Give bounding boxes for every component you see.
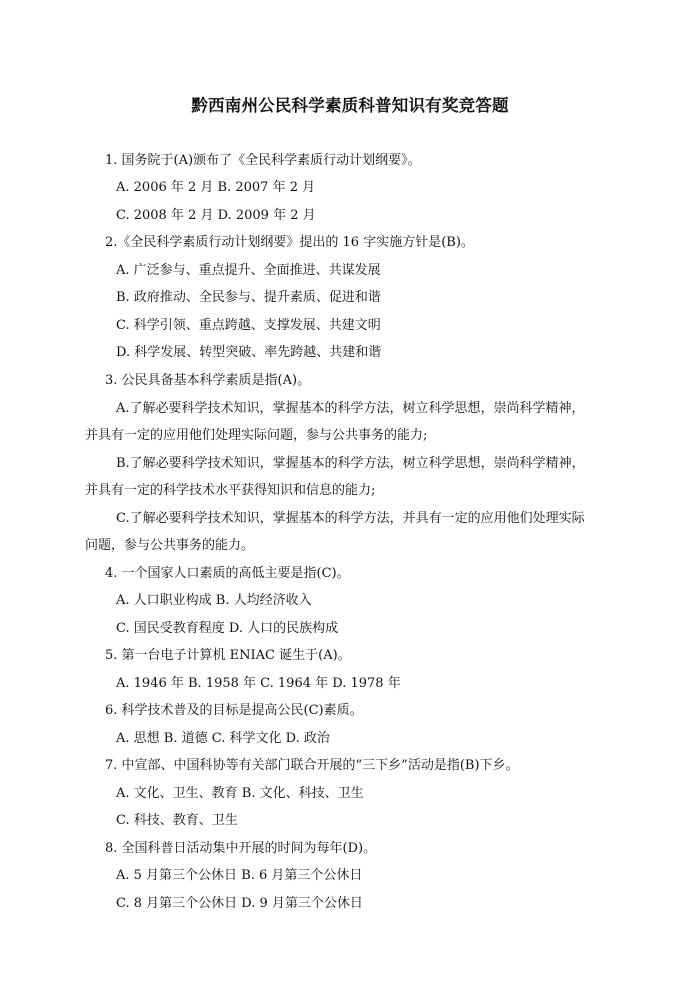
answer-paragraph-first-line: B.了解必要科学技术知识，掌握基本的科学方法，树立科学思想，崇尚科学精神， [116, 456, 585, 471]
answer-paragraph-continuation: 并具有一定的应用他们处理实际问题，参与公共事务的能力; [85, 428, 428, 443]
question-stem: 5. 第一台电子计算机 ENIAC 诞生于(A)。 [105, 648, 351, 663]
answer-option: C. 科学引领、重点跨越、支撑发展、共建文明 [116, 318, 381, 333]
page-title: 黔西南州公民科学素质科普知识有奖竞答题 [191, 96, 509, 115]
answer-options: A. 文化、卫生、教育 B. 文化、科技、卫生 [116, 786, 364, 801]
answer-options: A. 1946 年 B. 1958 年 C. 1964 年 D. 1978 年 [116, 676, 401, 691]
answer-options: A. 2006 年 2 月 B. 2007 年 2 月 [116, 180, 316, 195]
answer-options: A. 人口职业构成 B. 人均经济收入 [116, 593, 312, 608]
answer-paragraph-first-line: C.了解必要科学技术知识，掌握基本的科学方法，并具有一定的应用他们处理实际 [116, 511, 585, 526]
answer-paragraph-first-line: A.了解必要科学技术知识，掌握基本的科学方法，树立科学思想，崇尚科学精神， [116, 401, 585, 416]
answer-options: C. 8 月第三个公休日 D. 9 月第三个公休日 [116, 896, 363, 911]
question-stem: 6. 科学技术普及的目标是提高公民(C)素质。 [105, 703, 363, 718]
question-stem: 1. 国务院于(A)颁布了《全民科学素质行动计划纲要》。 [105, 153, 421, 168]
answer-options: A. 思想 B. 道德 C. 科学文化 D. 政治 [116, 731, 330, 746]
answer-options: C. 科技、教育、卫生 [116, 813, 238, 828]
answer-options: C. 国民受教育程度 D. 人口的民族构成 [116, 621, 339, 636]
answer-paragraph-continuation: 问题，参与公共事务的能力。 [85, 538, 255, 553]
answer-options: C. 2008 年 2 月 D. 2009 年 2 月 [116, 208, 316, 223]
answer-options: A. 5 月第三个公休日 B. 6 月第三个公休日 [116, 868, 363, 883]
answer-paragraph-continuation: 并具有一定的科学技术水平获得知识和信息的能力; [85, 483, 376, 498]
question-stem: 2.《全民科学素质行动计划纲要》提出的 16 字实施方针是(B)。 [105, 235, 474, 250]
answer-option: D. 科学发展、转型突破、率先跨越、共建和谐 [116, 345, 382, 360]
question-stem: 4. 一个国家人口素质的高低主要是指(C)。 [105, 566, 350, 581]
question-stem: 7. 中宣部、中国科协等有关部门联合开展的“三下乡”活动是指(B)下乡。 [105, 758, 519, 773]
answer-option: B. 政府推动、全民参与、提升素质、促进和谐 [116, 290, 381, 305]
question-stem: 3. 公民具备基本科学素质是指(A)。 [105, 373, 311, 388]
answer-option: A. 广泛参与、重点提升、全面推进、共谋发展 [116, 263, 381, 278]
question-stem: 8. 全国科普日活动集中开展的时间为每年(D)。 [105, 841, 377, 856]
